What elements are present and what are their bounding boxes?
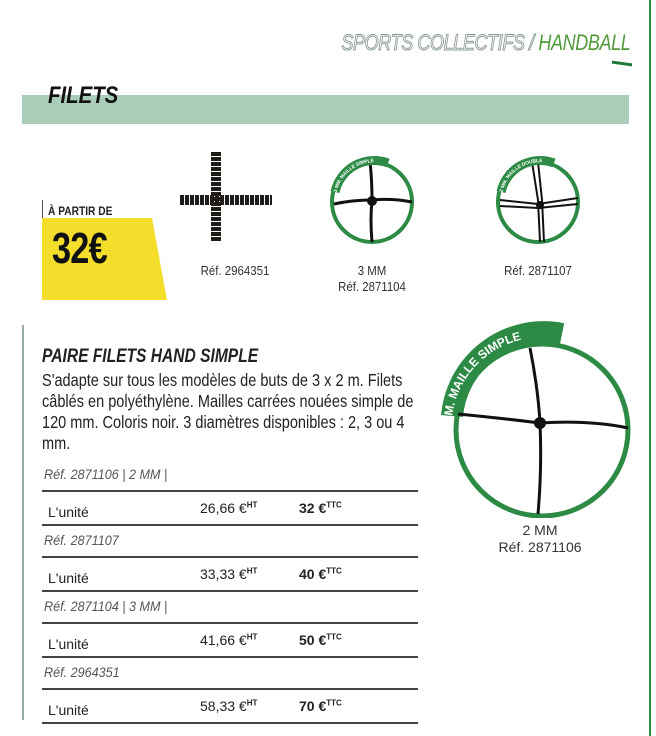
product-title: PAIRE FILETS HAND SIMPLE [42,346,259,367]
table-row: L'unité 33,33 €$^{HT}$ 40 €$^{TTC}$ [42,558,418,592]
product-description: S'adapte sur tous les modèles de buts de 3 x 2 m. Filets câblés en polyéthylène. Mailles carrées nouées simple de 120 mm. Coloris noir. 3 diamètres disponibles : 2, 3 ou 4 mm. [42,370,414,453]
section-title: FILETS [48,82,119,109]
table-row: L'unité 41,66 €$^{HT}$ 50 €$^{TTC}$ [42,624,418,658]
net-cross-image [178,148,274,244]
thumb-ref: Réf. 2964351 [200,263,270,278]
net-double-image [488,150,588,250]
price-table: Réf. 2871106 | 2 MM | L'unité 26,66 €$^{HT}$ 32 €$^{TTC}$ Réf. 2871107 L'unité 33,33 €$^{HT}$ 40 €$^{TTC}$ Réf. 2871104 | 3 MM | L'unité 41,66 €$^{HT}$ 50 €$^{TTC}$ Réf. 2964351 L'unité 58,33 €$^{HT}$ 70 €$^{TTC}$ [42,460,418,724]
table-row: L'unité 26,66 €$^{HT}$ 32 €$^{TTC}$ [42,492,418,526]
promo-label: À PARTIR DE [48,204,113,218]
thumb-caption: 3 MM Réf. 2871104 [338,263,406,294]
section-header: SPORTS COLLECTIFS / HANDBALL [341,30,630,55]
promo-price: 32€ [52,224,107,273]
thumb-ref: Réf. 2871107 [504,263,572,278]
table-row: L'unité 58,33 €$^{HT}$ 70 €$^{TTC}$ [42,690,418,724]
circle-label: 2 MM. MAILLE DOUBLE [498,158,543,193]
net-large-image [430,318,640,518]
page-edge-bar [649,0,651,736]
divider [42,200,43,220]
large-image-caption: 2 MM Réf. 2871106 [498,522,582,555]
product-side-bar [22,325,24,720]
net-simple-image [322,150,422,250]
header-accent [612,61,632,67]
circle-label: 3 MM. MAILLE SIMPLE [332,158,375,193]
circle-label: 2 MM. MAILLE SIMPLE [440,329,523,437]
